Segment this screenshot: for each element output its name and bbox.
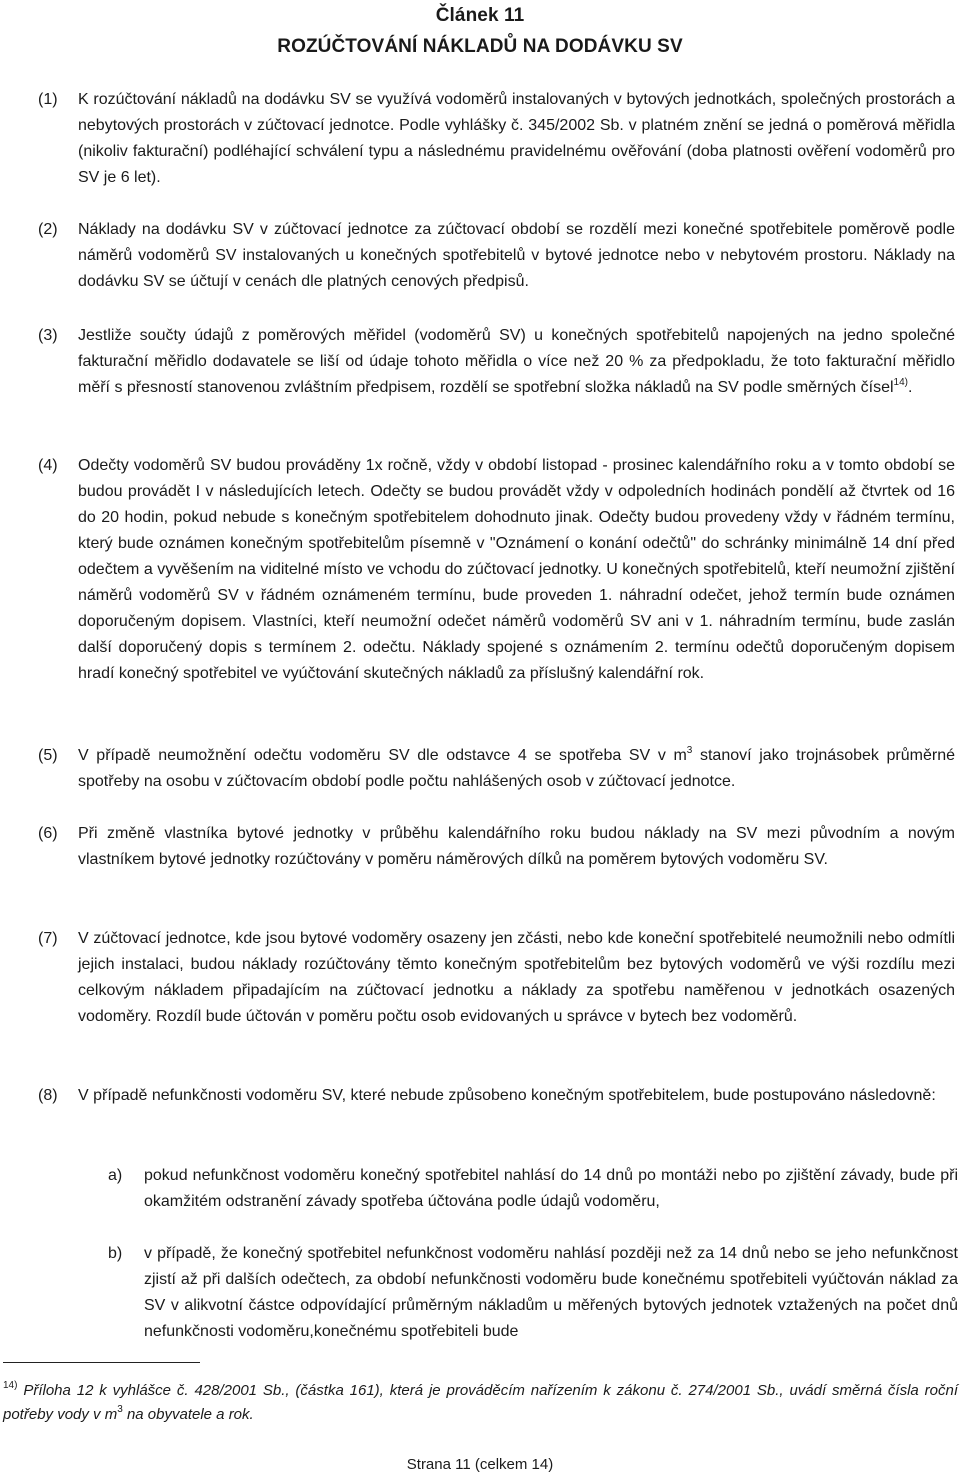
paragraph-8	[38, 1083, 958, 1109]
list-item-label: a)	[108, 1167, 123, 1184]
paragraph-text-end: stanoví jako trojnásobek průměrné spotřeby na osobu v zúčtovacím období podle počtu nahlášených osob v zúčtovací jednotce.	[78, 747, 955, 790]
paragraph-number: (6)	[38, 825, 58, 842]
paragraph-2	[38, 217, 958, 295]
paragraph-5	[38, 743, 958, 795]
list-item-label: b)	[108, 1245, 123, 1262]
footnote-mark: 14)	[3, 1380, 18, 1391]
footnote-separator	[3, 1362, 200, 1363]
article-subtitle: ROZÚČTOVÁNÍ NÁKLADŮ NA DODÁVKU SV	[277, 36, 683, 57]
superscript: 3	[686, 744, 693, 756]
paragraph-number: (8)	[38, 1087, 58, 1104]
paragraph-number: (4)	[38, 457, 58, 474]
paragraph-7	[38, 926, 958, 1030]
paragraph-1	[38, 87, 958, 191]
list-item-b	[108, 1241, 958, 1345]
paragraph-number: (7)	[38, 930, 58, 947]
footnote-text-end: na obyvatele a rok.	[122, 1406, 254, 1423]
paragraph-text: Náklady na dodávku SV v zúčtovací jednotce za zúčtovací období se rozdělí mezi konečné spotřebitele poměrově podle náměrů vodoměrů SV instalovaných u konečných spotřebitelů v bytové jednotce nebo v nebytovém prostoru. Náklady na dodávku SV se účtují v cenách dle platných cenových předpisů.	[78, 221, 955, 290]
paragraph-text-end: .	[907, 379, 913, 396]
paragraph-text: K rozúčtování nákladů na dodávku SV se využívá vodoměrů instalovaných v bytových jednotkách, společných prostorách a nebytových prostorách v zúčtovací jednotce. Podle vyhlášky č. 345/2002 Sb. v platném znění se jedná o poměrová měřidla (nikoliv fakturační) podléhající schválení typu a následnému pravidelnému ověřování (doba platnosti ověření vodoměrů pro SV je 6 let).	[78, 91, 955, 186]
page-number: Strana 11 (celkem 14)	[406, 1456, 554, 1473]
paragraph-text-main: V případě neumožnění odečtu vodoměru SV dle odstavce 4 se spotřeba SV v m	[78, 747, 687, 764]
list-item-text: pokud nefunkčnost vodoměru konečný spotřebitel nahlásí do 14 dnů po montáži nebo po zjištění závady, bude při okamžitém odstranění závady spotřeba účtována podle údajů vodoměru,	[144, 1167, 958, 1210]
list-item-text: v případě, že konečný spotřebitel nefunkčnost vodoměru nahlásí později než za 14 dnů nebo se jeho nefunkčnost zjistí až při dalších odečtech, za období nefunkčnosti vodoměru bude konečnému spotřebiteli vyúčtován náklad za SV v alikvotní částce odpovídající průměrným nákladům u měřených bytových jednotek vztažených na počet dnů nefunkčnosti vodoměru,konečnému spotřebiteli bude	[144, 1245, 958, 1340]
paragraph-text	[78, 323, 955, 401]
paragraph-text: Při změně vlastníka bytové jednotky v průběhu kalendářního roku budou náklady na SV mezi původním a novým vlastníkem bytové jednotky rozúčtovány v poměru náměrových dílků na poměrem bytových vodoměru SV.	[78, 825, 955, 868]
paragraph-3	[38, 323, 958, 401]
paragraph-number: (2)	[38, 221, 58, 238]
paragraph-number: (5)	[38, 747, 58, 764]
footnote-text: Příloha 12 k vyhlášce č. 428/2001 Sb., (částka 161), která je prováděcím nařízením k zákonu č. 274/2001 Sb., uvádí směrná čísla roční potřeby vody v m	[3, 1382, 958, 1423]
paragraph-text: Odečty vodoměrů SV budou prováděny 1x ročně, vždy v období listopad - prosinec kalendářního roku a v tomto období se budou provádět I v následujících letech. Odečty se budou provádět vždy v odpoledních hodinách pondělí až čtvrtek od 16 do 20 hodin, pokud nebude s konečným spotřebitelem dohodnuto jinak. Odečty budou provedeny vždy v řádném termínu, který bude oznámen konečným spotřebitelům písemně v "Oznámení o konání odečtů" do schránky minimálně 14 dní před odečtem a vyvěšením na viditelné místo ve vchodu do zúčtovací jednotky. U konečných spotřebitelů, kteří neumožní zjištění náměrů vodoměrů SV v řádném oznámeném termínu, bude proveden 1. náhradní odečet, jehož termín bude oznámen doporučeným dopisem. Vlastníci, kteří neumožní odečet náměrů vodoměrů SV ani v 1. náhradním termínu, bude zaslán další doporučený dopis s termínem 2. odečtu. Náklady spojené s oznámením 2. termínu odečtů doporučeným dopisem hradí konečný spotřebitel ve vyúčtování skutečných nákladů za příslušný kalendářní rok.	[78, 457, 955, 682]
footnote-reference: 14)	[893, 376, 908, 388]
article-title: Článek 11	[435, 5, 525, 26]
list-item-a	[108, 1163, 958, 1215]
footnote	[3, 1379, 958, 1427]
paragraph-text-main: Jestliže součty údajů z poměrových měřidel (vodoměrů SV) u konečných spotřebitelů napojených na jedno společné fakturační měřidlo dodavatele se liší od údaje tohoto měřidla o více než 20 % za předpokladu, že toto fakturační měřidlo měří s přesností stanovenou zvláštním předpisem, rozdělí se spotřební složka nákladů na SV podle směrných čísel	[78, 327, 955, 396]
paragraph-text: V zúčtovací jednotce, kde jsou bytové vodoměry osazeny jen zčásti, nebo kde koneční spotřebitelé neumožnili nebo odmítli jejich instalaci, budou náklady rozúčtovány těmto konečným spotřebitelům bez bytových vodoměrů ve výši rozdílu mezi celkovým nákladem připadajícím na zúčtovací jednotku a náklady za spotřebu naměřenou v jednotkách osazených vodoměry. Rozdíl bude účtován v poměru počtu osob evidovaných u správce v bytech bez vodoměrů.	[78, 930, 955, 1025]
paragraph-6	[38, 821, 958, 873]
paragraph-number: (3)	[38, 327, 58, 344]
paragraph-text	[78, 743, 955, 795]
paragraph-text: V případě nefunkčnosti vodoměru SV, které nebude způsobeno konečným spotřebitelem, bude postupováno následovně:	[78, 1087, 936, 1104]
paragraph-4	[38, 453, 958, 687]
superscript: 3	[117, 1404, 123, 1415]
paragraph-number: (1)	[38, 91, 58, 108]
